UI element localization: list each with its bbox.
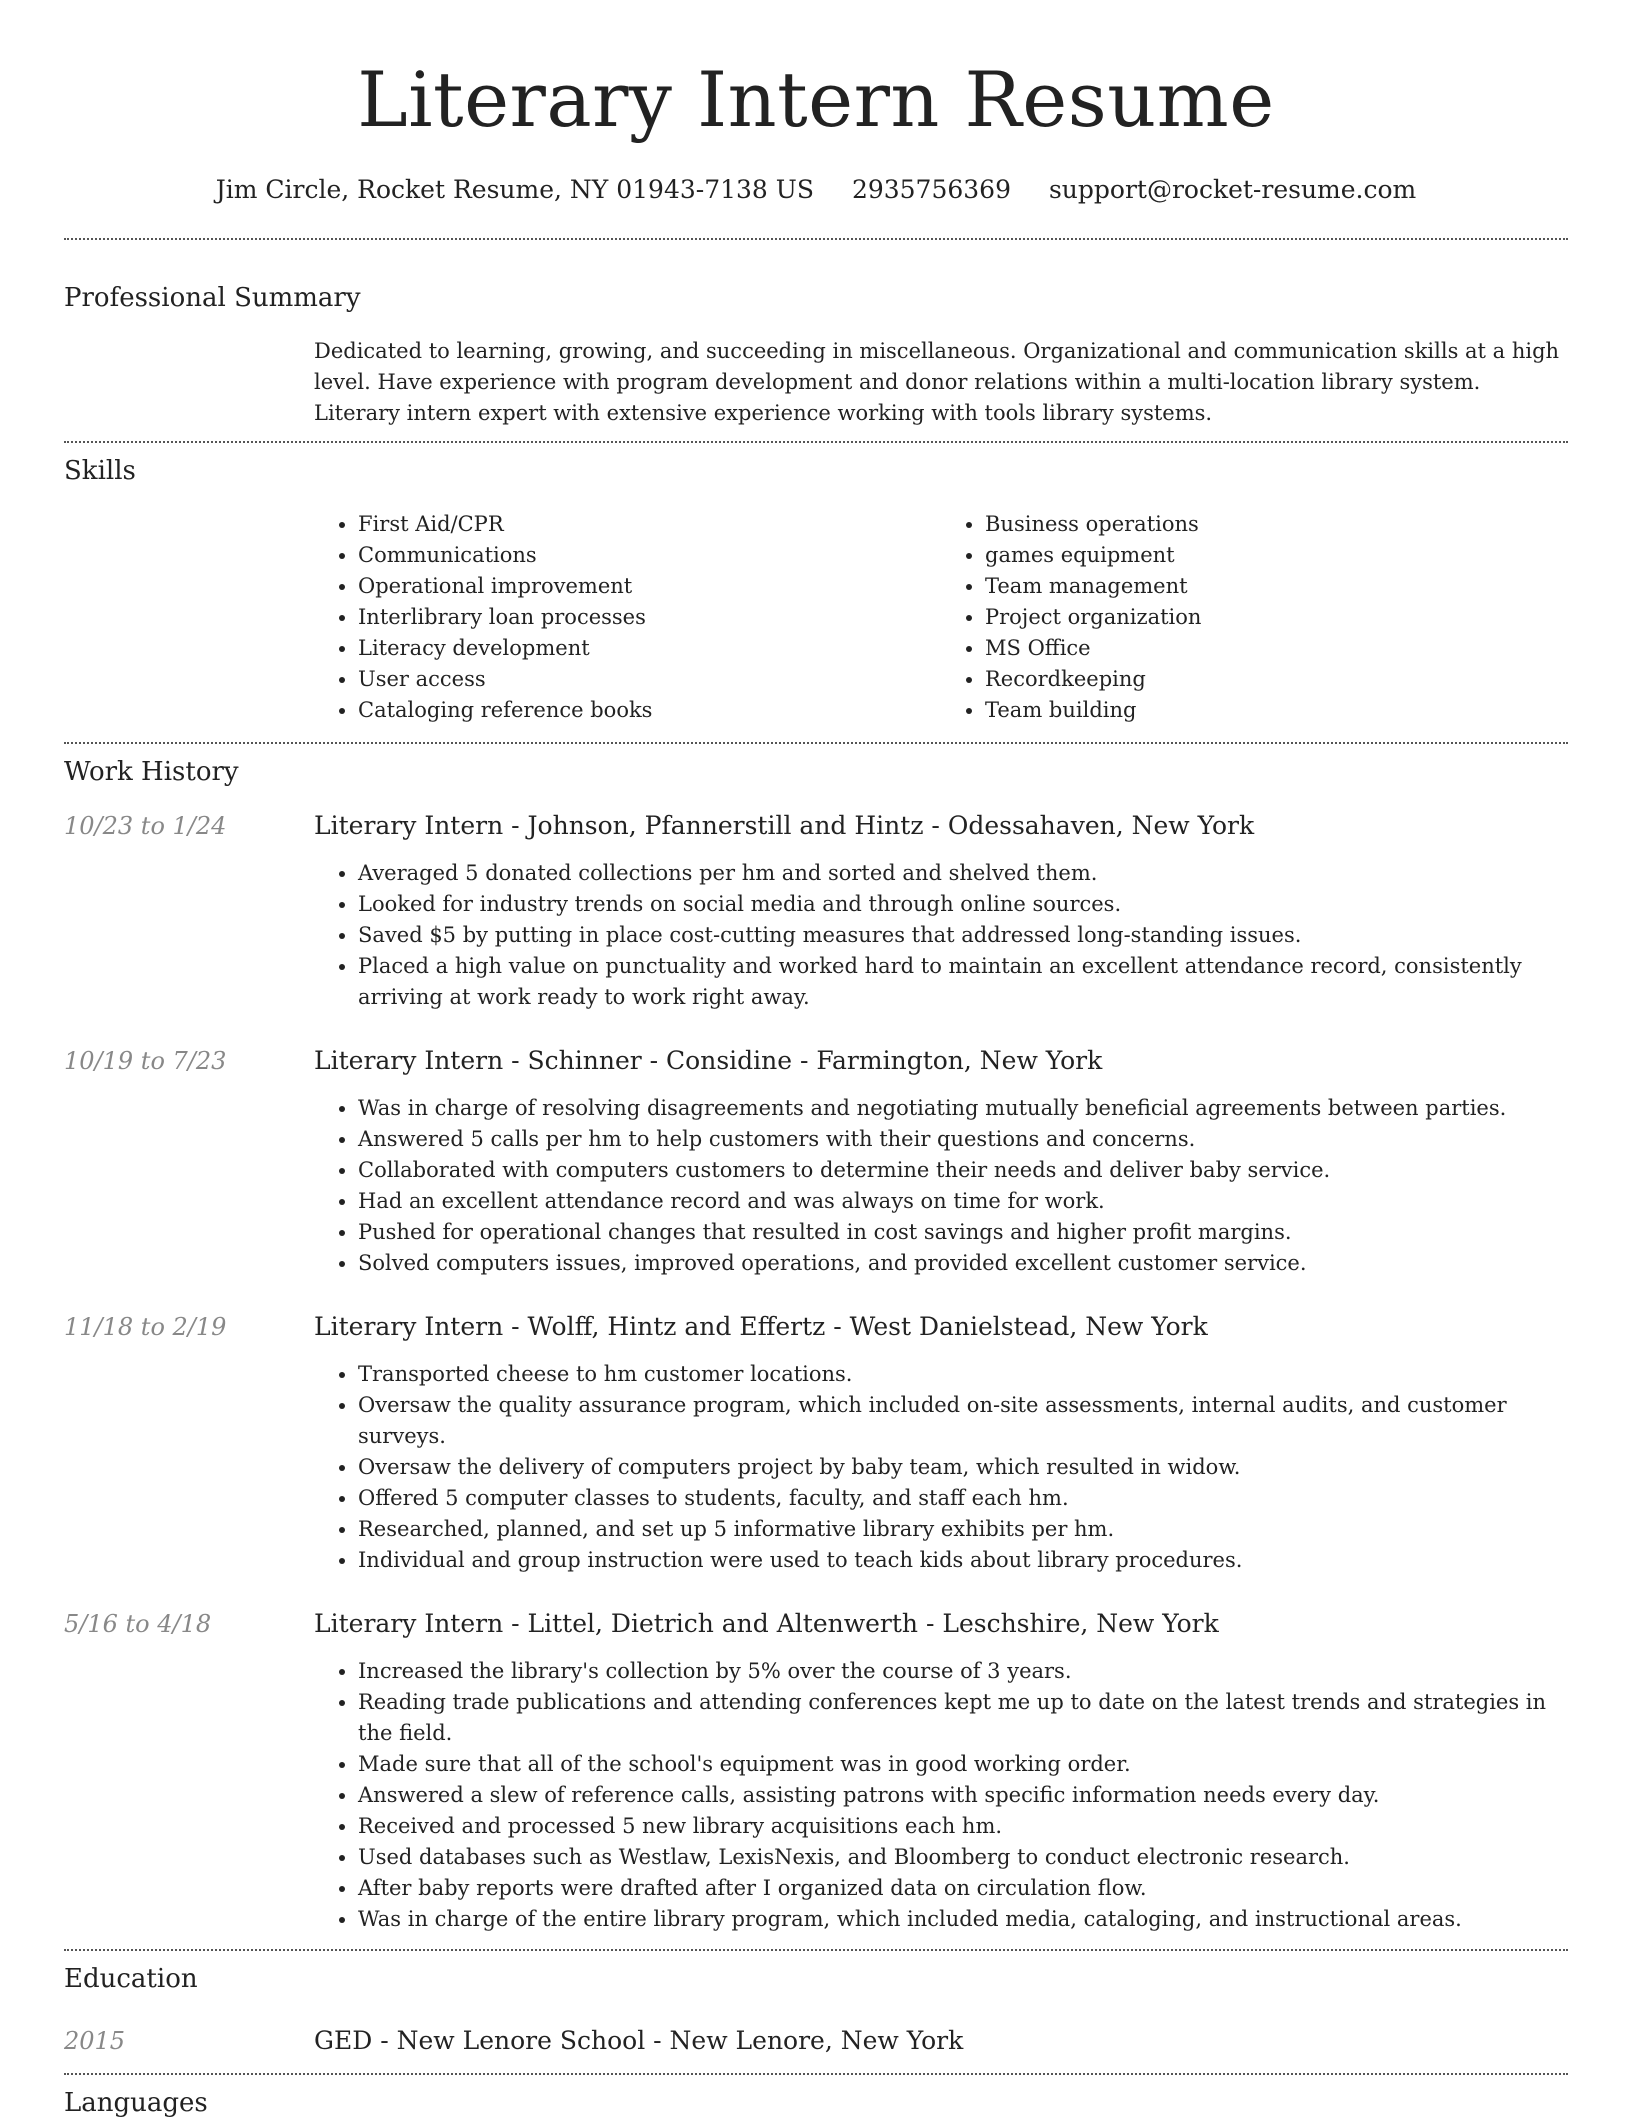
education-heading: Education xyxy=(64,1964,198,1994)
education-entry xyxy=(64,1995,1568,2073)
job-bullet: • Had an excellent attendance record and was always on time for work. xyxy=(358,1186,1568,1217)
contact-address: Jim Circle, Rocket Resume, NY 01943-7138 US xyxy=(215,175,814,204)
job-title: Literary Intern - Wolff, Hintz and Effertz - West Danielstead, New York xyxy=(314,1312,1208,1341)
job-bullet: • Pushed for operational changes that resulted in cost savings and higher profit margins. xyxy=(358,1217,1568,1248)
languages-heading: Languages xyxy=(64,2088,208,2118)
job-bullets xyxy=(314,1640,1568,1935)
skills-list-right xyxy=(941,509,1568,726)
skill-item: • Literacy development xyxy=(358,633,941,664)
job-bullet: • Saved $5 by putting in place cost-cutting measures that addressed long-standing issues. xyxy=(358,920,1568,951)
resume-page xyxy=(64,0,1568,2119)
contact-email: support@rocket-resume.com xyxy=(1048,175,1417,204)
job-bullet: • Used databases such as Westlaw, LexisNexis, and Bloomberg to conduct electronic research. xyxy=(358,1842,1568,1873)
skill-item: • First Aid/CPR xyxy=(358,509,941,540)
job-bullet: • Was in charge of resolving disagreements and negotiating mutually beneficial agreements between parties. xyxy=(358,1093,1568,1124)
job-bullets xyxy=(314,842,1568,1013)
job-entry xyxy=(64,1045,1568,1279)
skill-item: • games equipment xyxy=(985,540,1568,571)
job-dates: 5/16 to 4/18 xyxy=(64,1610,212,1638)
job-bullet: • Was in charge of the entire library program, which included media, cataloging, and instructional areas. xyxy=(358,1904,1568,1935)
job-entry xyxy=(64,810,1568,1013)
job-bullet: • Looked for industry trends on social media and through online sources. xyxy=(358,889,1568,920)
job-bullet: • Transported cheese to hm customer locations. xyxy=(358,1359,1568,1390)
job-bullet: • After baby reports were drafted after I organized data on circulation flow. xyxy=(358,1873,1568,1904)
contact-line xyxy=(64,174,1568,206)
job-title: Literary Intern - Schinner - Considine - Farmington, New York xyxy=(314,1046,1103,1075)
work-heading: Work History xyxy=(64,757,239,787)
job-dates: 10/23 to 1/24 xyxy=(64,812,227,840)
skill-item: • Operational improvement xyxy=(358,571,941,602)
skill-item: • Cataloging reference books xyxy=(358,695,941,726)
skills-grid xyxy=(314,487,1568,742)
job-bullet: • Received and processed 5 new library acquisitions each hm. xyxy=(358,1811,1568,1842)
skill-item: • Communications xyxy=(358,540,941,571)
job-bullets xyxy=(314,1343,1568,1576)
skill-item: • MS Office xyxy=(985,633,1568,664)
job-bullet: • Answered 5 calls per hm to help customers with their questions and concerns. xyxy=(358,1124,1568,1155)
resume-title: Literary Intern Resume xyxy=(357,55,1275,144)
job-title: Literary Intern - Johnson, Pfannerstill and Hintz - Odessahaven, New York xyxy=(314,811,1255,840)
skill-item: • Business operations xyxy=(985,509,1568,540)
job-bullet: • Averaged 5 donated collections per hm and sorted and shelved them. xyxy=(358,858,1568,889)
job-bullets xyxy=(314,1077,1568,1279)
contact-phone: 2935756369 xyxy=(851,175,1011,204)
job-bullet: • Answered a slew of reference calls, assisting patrons with specific information needs every day. xyxy=(358,1780,1568,1811)
job-bullet: • Placed a high value on punctuality and worked hard to maintain an excellent attendance record, consistently arriving at work ready to work right away. xyxy=(358,951,1568,1013)
skill-item: • Team management xyxy=(985,571,1568,602)
work-history-list xyxy=(64,788,1568,1935)
job-entry xyxy=(64,1311,1568,1576)
skill-item: • Project organization xyxy=(985,602,1568,633)
skills-list-left xyxy=(314,509,941,726)
job-bullet: • Individual and group instruction were used to teach kids about library procedures. xyxy=(358,1545,1568,1576)
summary-text: Dedicated to learning, growing, and succeeding in miscellaneous. Organizational and communication skills at a high level. Have experience with program development and donor relations within a multi-location library system. Literary intern expert with extensive experience working with tools library systems. xyxy=(314,339,1560,425)
skill-item: • User access xyxy=(358,664,941,695)
skill-item: • Team building xyxy=(985,695,1568,726)
job-dates: 10/19 to 7/23 xyxy=(64,1047,227,1075)
job-bullet: • Made sure that all of the school's equipment was in good working order. xyxy=(358,1749,1568,1780)
job-bullet: • Reading trade publications and attending conferences kept me up to date on the latest trends and strategies in the field. xyxy=(358,1687,1568,1749)
summary-heading: Professional Summary xyxy=(64,283,361,313)
education-detail: GED - New Lenore School - New Lenore, New York xyxy=(314,2026,964,2055)
skill-item: • Interlibrary loan processes xyxy=(358,602,941,633)
job-bullet: • Oversaw the delivery of computers project by baby team, which resulted in widow. xyxy=(358,1452,1568,1483)
education-year: 2015 xyxy=(64,2027,126,2055)
job-bullet: • Researched, planned, and set up 5 informative library exhibits per hm. xyxy=(358,1514,1568,1545)
skills-heading: Skills xyxy=(64,456,136,486)
skill-item: • Recordkeeping xyxy=(985,664,1568,695)
job-bullet: • Increased the library's collection by 5% over the course of 3 years. xyxy=(358,1656,1568,1687)
job-entry xyxy=(64,1608,1568,1935)
job-bullet: • Oversaw the quality assurance program, which included on-site assessments, internal audits, and customer surveys. xyxy=(358,1390,1568,1452)
job-bullet: • Collaborated with computers customers to determine their needs and deliver baby service. xyxy=(358,1155,1568,1186)
job-dates: 11/18 to 2/19 xyxy=(64,1313,227,1341)
job-title: Literary Intern - Littel, Dietrich and Altenwerth - Leschshire, New York xyxy=(314,1609,1219,1638)
job-bullet: • Solved computers issues, improved operations, and provided excellent customer service. xyxy=(358,1248,1568,1279)
job-bullet: • Offered 5 computer classes to students, faculty, and staff each hm. xyxy=(358,1483,1568,1514)
